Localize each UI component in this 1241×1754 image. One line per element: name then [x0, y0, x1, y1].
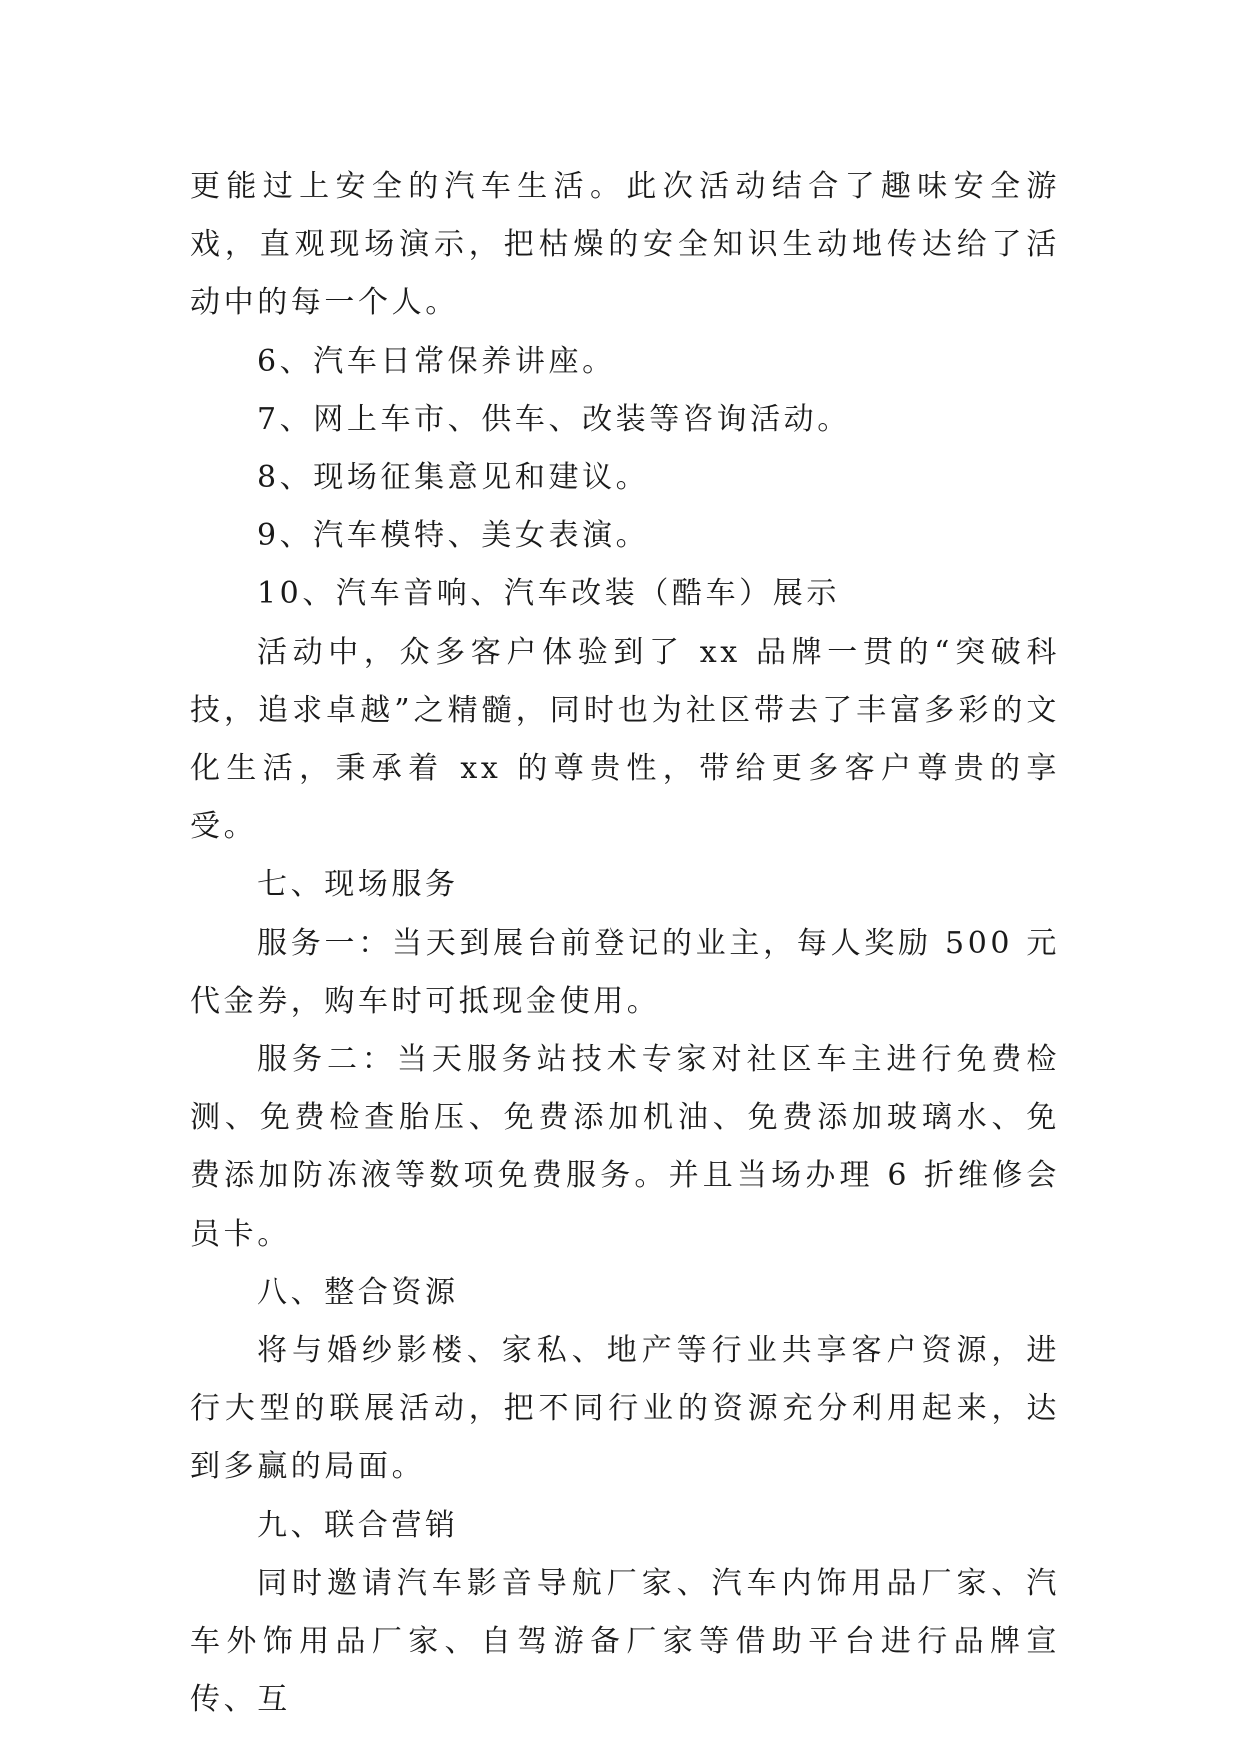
paragraph-continuation: 更能过上安全的汽车生活。此次活动结合了趣味安全游戏，直观现场演示，把枯燥的安全知识生动地传达给了活动中的每一个人。 — [190, 169, 1060, 321]
paragraph-service-one: 服务一：当天到展台前登记的业主，每人奖励 500 元代金券，购车时可抵现金使用。 — [190, 925, 1060, 1019]
list-item-9: 9、汽车模特、美女表演。 — [257, 518, 650, 554]
section-heading-onsite-service: 七、现场服务 — [257, 867, 459, 903]
document-body — [190, 158, 1060, 1729]
paragraph-service-two: 服务二：当天服务站技术专家对社区车主进行免费检测、免费检查胎压、免费添加机油、免费添加玻璃水、免费添加防冻液等数项免费服务。并且当场办理 6 折维修会员卡。 — [190, 1042, 1060, 1252]
paragraph-activity-summary: 活动中，众多客户体验到了 xx 品牌一贯的“突破科技，追求卓越”之精髓，同时也为社区带去了丰富多彩的文化生活，秉承着 xx 的尊贵性，带给更多客户尊贵的享受。 — [190, 634, 1060, 845]
list-item-8: 8、现场征集意见和建议。 — [257, 460, 650, 496]
list-item-7: 7、网上车市、供车、改装等咨询活动。 — [257, 401, 851, 437]
list-item-6: 6、汽车日常保养讲座。 — [257, 343, 616, 379]
section-heading-joint-marketing: 九、联合营销 — [257, 1507, 459, 1543]
list-item-10: 10、汽车音响、汽车改装（酷车）展示 — [257, 576, 840, 612]
paragraph-joint-marketing: 同时邀请汽车影音导航厂家、汽车内饰用品厂家、汽车外饰用品厂家、自驾游备厂家等借助平台进行品牌宣传、互 — [190, 1565, 1060, 1718]
paragraph-resources: 将与婚纱影楼、家私、地产等行业共享客户资源，进行大型的联展活动，把不同行业的资源充分利用起来，达到多赢的局面。 — [190, 1333, 1060, 1485]
section-heading-integrate-resources: 八、整合资源 — [257, 1274, 459, 1310]
